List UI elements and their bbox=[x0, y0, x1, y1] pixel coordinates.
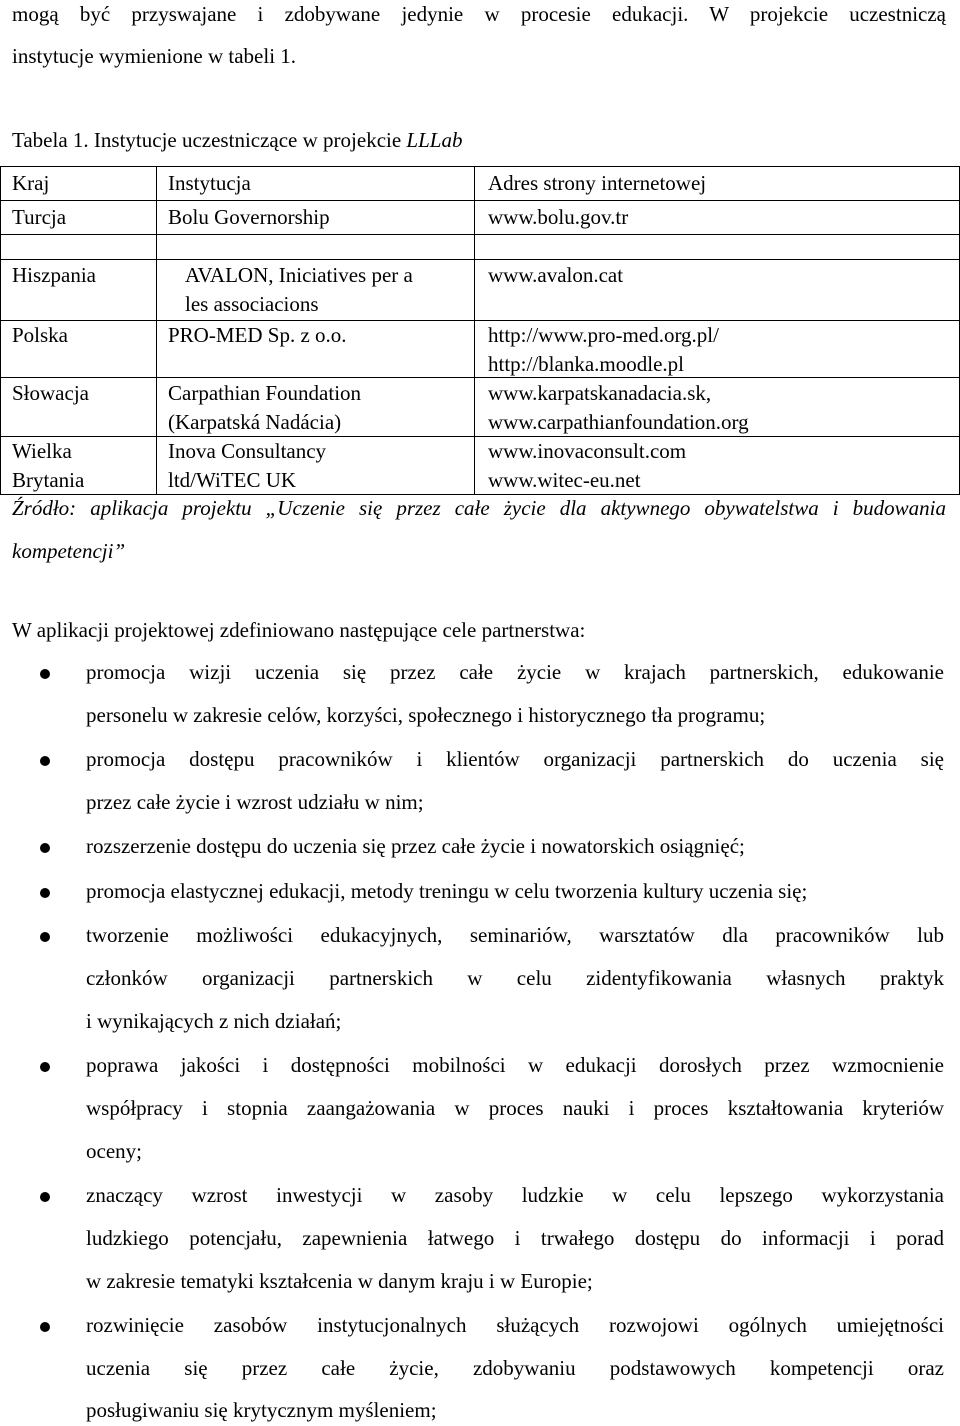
list-item-line: współpracy i stopnia zaangażowania w proces nauki i proces kształtowania kryteriów bbox=[86, 1096, 944, 1120]
table-cell-institution: PRO-MED Sp. z o.o. bbox=[168, 323, 347, 347]
list-item-line: w zakresie tematyki kształcenia w danym kraju i w Europie; bbox=[86, 1269, 593, 1293]
table-border bbox=[0, 166, 960, 167]
table-border bbox=[156, 166, 157, 494]
table-cell-country: Hiszpania bbox=[12, 263, 96, 287]
table-cell-country: Brytania bbox=[12, 468, 85, 492]
list-item-line: posługiwaniu się krytycznym myśleniem; bbox=[86, 1398, 437, 1422]
table-cell-website: http://blanka.moodle.pl bbox=[488, 352, 684, 376]
table-border bbox=[0, 166, 1, 494]
table-border bbox=[0, 436, 960, 437]
table-cell-institution: les associacions bbox=[185, 292, 319, 316]
list-item-line: rozwinięcie zasobów instytucjonalnych służących rozwojowi ogólnych umiejętności bbox=[86, 1313, 944, 1337]
bullet-icon bbox=[40, 1322, 50, 1332]
table-border bbox=[474, 166, 475, 494]
list-item-line: rozszerzenie dostępu do uczenia się przez całe życie i nowatorskich osiągnięć; bbox=[86, 834, 745, 858]
table-border bbox=[0, 234, 960, 235]
header-institution: Instytucja bbox=[168, 171, 251, 195]
table-cell-country: Wielka bbox=[12, 439, 72, 463]
header-website: Adres strony internetowej bbox=[488, 171, 707, 195]
table-cell-institution: Inova Consultancy bbox=[168, 439, 327, 463]
table-cell-country: Słowacja bbox=[12, 381, 89, 405]
section-lead: W aplikacji projektowej zdefiniowano następujące cele partnerstwa: bbox=[12, 618, 586, 642]
table-cell-institution: ltd/WiTEC UK bbox=[168, 468, 297, 492]
table-cell-country: Polska bbox=[12, 323, 69, 347]
intro-line-2: instytucje wymienione w tabeli 1. bbox=[12, 44, 297, 68]
table-cell-institution: (Karpatská Nadácia) bbox=[168, 410, 342, 434]
bullet-icon bbox=[40, 843, 50, 853]
header-country: Kraj bbox=[12, 171, 50, 195]
bullet-icon bbox=[40, 888, 50, 898]
list-item-line: członków organizacji partnerskich w celu zidentyfikowania własnych praktyk bbox=[86, 966, 944, 990]
table-border bbox=[0, 259, 960, 260]
bullet-icon bbox=[40, 932, 50, 942]
table-cell-website: www.bolu.gov.tr bbox=[488, 205, 629, 229]
list-item-line: promocja dostępu pracowników i klientów organizacji partnerskich do uczenia się bbox=[86, 747, 944, 771]
table-border bbox=[0, 320, 960, 321]
bullet-icon bbox=[40, 756, 50, 766]
table-cell-institution: AVALON, Iniciatives per a bbox=[185, 263, 413, 287]
table-border bbox=[0, 494, 960, 495]
list-item-line: uczenia się przez całe życie, zdobywaniu podstawowych kompetencji oraz bbox=[86, 1356, 944, 1380]
list-item-line: tworzenie możliwości edukacyjnych, seminariów, warsztatów dla pracowników lub bbox=[86, 923, 944, 947]
list-item-line: ludzkiego potencjału, zapewnienia łatwego i trwałego dostępu do informacji i porad bbox=[86, 1226, 944, 1250]
list-item-line: promocja wizji uczenia się przez całe życie w krajach partnerskich, edukowanie bbox=[86, 660, 944, 684]
table-cell-institution: Bolu Governorship bbox=[168, 205, 330, 229]
list-item-line: oceny; bbox=[86, 1139, 142, 1163]
table-cell-website: www.karpatskanadacia.sk, bbox=[488, 381, 712, 405]
table-cell-website: www.carpathianfoundation.org bbox=[488, 410, 749, 434]
list-item-line: przez całe życie i wzrost udziału w nim; bbox=[86, 790, 424, 814]
table-border bbox=[0, 200, 960, 201]
intro-line-1: mogą być przyswajane i zdobywane jedynie w procesie edukacji. W projekcie uczestniczą bbox=[12, 2, 946, 26]
source-line-2: kompetencji” bbox=[12, 539, 126, 563]
list-item-line: personelu w zakresie celów, korzyści, społecznego i historycznego tła programu; bbox=[86, 703, 766, 727]
list-item-line: poprawa jakości i dostępności mobilności w edukacji dorosłych przez wzmocnienie bbox=[86, 1053, 944, 1077]
table-cell-website: http://www.pro-med.org.pl/ bbox=[488, 323, 719, 347]
table-cell-website: www.inovaconsult.com bbox=[488, 439, 687, 463]
table-cell-institution: Carpathian Foundation bbox=[168, 381, 362, 405]
bullet-icon bbox=[40, 669, 50, 679]
bullet-icon bbox=[40, 1062, 50, 1072]
table-cell-website: www.avalon.cat bbox=[488, 263, 624, 287]
list-item-line: znaczący wzrost inwestycji w zasoby ludzkie w celu lepszego wykorzystania bbox=[86, 1183, 944, 1207]
source-line-1: Źródło: aplikacja projektu „Uczenie się przez całe życie dla aktywnego obywatelstwa i budowania bbox=[12, 496, 946, 520]
list-item-line: promocja elastycznej edukacji, metody treningu w celu tworzenia kultury uczenia się; bbox=[86, 879, 808, 903]
table-cell-country: Turcja bbox=[12, 205, 67, 229]
table-cell-website: www.witec-eu.net bbox=[488, 468, 641, 492]
list-item-line: i wynikających z nich działań; bbox=[86, 1009, 342, 1033]
table-caption: Tabela 1. Instytucje uczestniczące w projekcie LLLab bbox=[12, 128, 463, 152]
table-border bbox=[0, 377, 960, 378]
bullet-icon bbox=[40, 1192, 50, 1202]
